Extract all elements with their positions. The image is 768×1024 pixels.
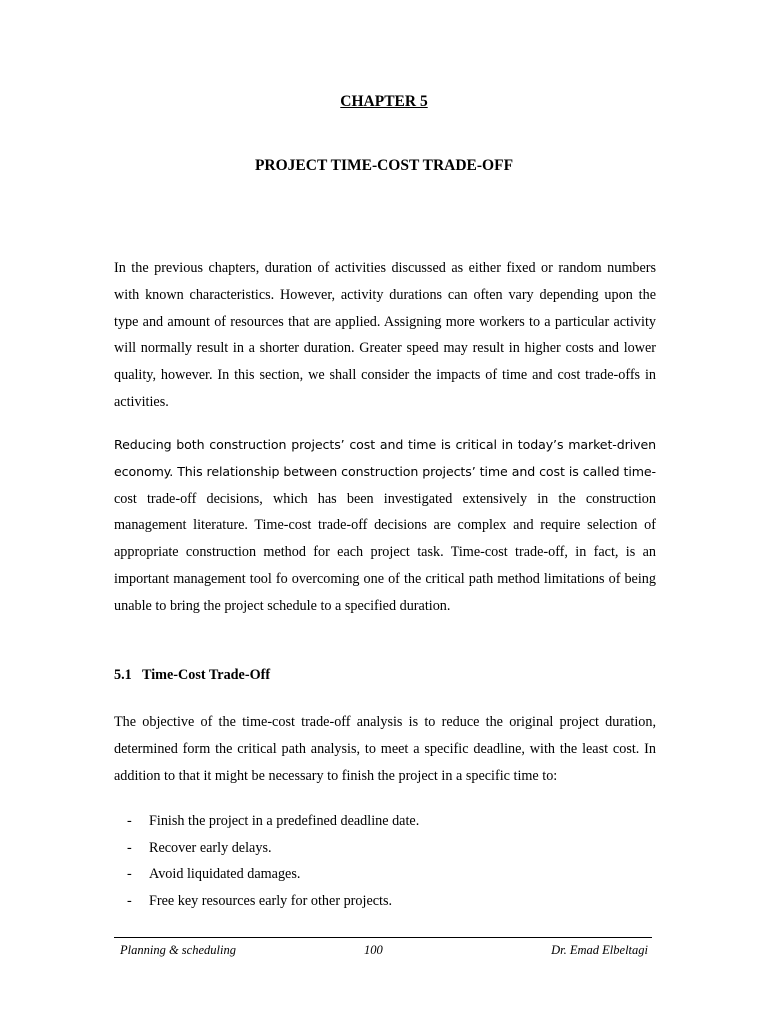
paragraph-objective: The objective of the time-cost trade-off analysis is to reduce the original project duration, determined form the critical path analysis, to meet a specific deadline, with the least cost. In addition to that it might be necessary to finish the project in a specific time to: (114, 714, 656, 784)
list-item (114, 835, 654, 862)
section-heading (114, 667, 270, 684)
list-item (114, 861, 654, 888)
list-item (114, 888, 654, 915)
bullet-list (114, 808, 654, 914)
chapter-title: PROJECT TIME-COST TRADE-OFF (254, 157, 514, 174)
section-number: 5.1 (114, 667, 132, 683)
list-item-text: Avoid liquidated damages. (149, 866, 301, 882)
bullet-marker: - (127, 866, 132, 882)
footer-course-title: Planning & scheduling (120, 943, 236, 957)
bullet-marker: - (127, 813, 132, 829)
footer-divider (114, 937, 652, 938)
paragraph-intro: In the previous chapters, duration of activities discussed as either fixed or random numbers with known characteristics. However, activity durations can often vary depending upon the type and amount of resources that are applied. Assigning more workers to a particular activity will normally result in a shorter duration. Greater speed may result in higher costs and lower quality, however. In this section, we shall consider the impacts of time and cost trade-offs in activities. (114, 260, 656, 410)
footer-author: Dr. Emad Elbeltagi (551, 943, 648, 957)
list-item-text: Recover early delays. (149, 839, 272, 856)
paragraph-tradeoff-context-part1: Reducing both construction projects’ cost and time is critical in today’s market-driven economy. This relationship between construction projects’ time and cost is called time- (114, 437, 656, 479)
list-item-text: Free key resources early for other projects. (149, 892, 393, 909)
bullet-marker: - (127, 892, 132, 909)
footer-page-number: 100 (364, 943, 383, 957)
chapter-label-text: CHAPTER 5 (340, 93, 428, 110)
chapter-label (0, 93, 768, 111)
bullet-marker: - (127, 839, 132, 856)
section-title: Time-Cost Trade-Off (142, 667, 271, 683)
paragraph-tradeoff-context-part2: cost trade-off decisions, which has been investigated extensively in the construction management literature. Time-cost trade-off decisions are complex and require selection of appropriate construction method for each project task. Time-cost trade-off, in fact, is an important management tool fo overcoming one of the critical path method limitations of being unable to bring the project schedule to a specified duration. (114, 490, 656, 614)
list-item-text: Finish the project in a predefined deadline date. (149, 813, 420, 829)
paragraph-tradeoff-context (114, 432, 656, 620)
list-item (114, 808, 654, 835)
